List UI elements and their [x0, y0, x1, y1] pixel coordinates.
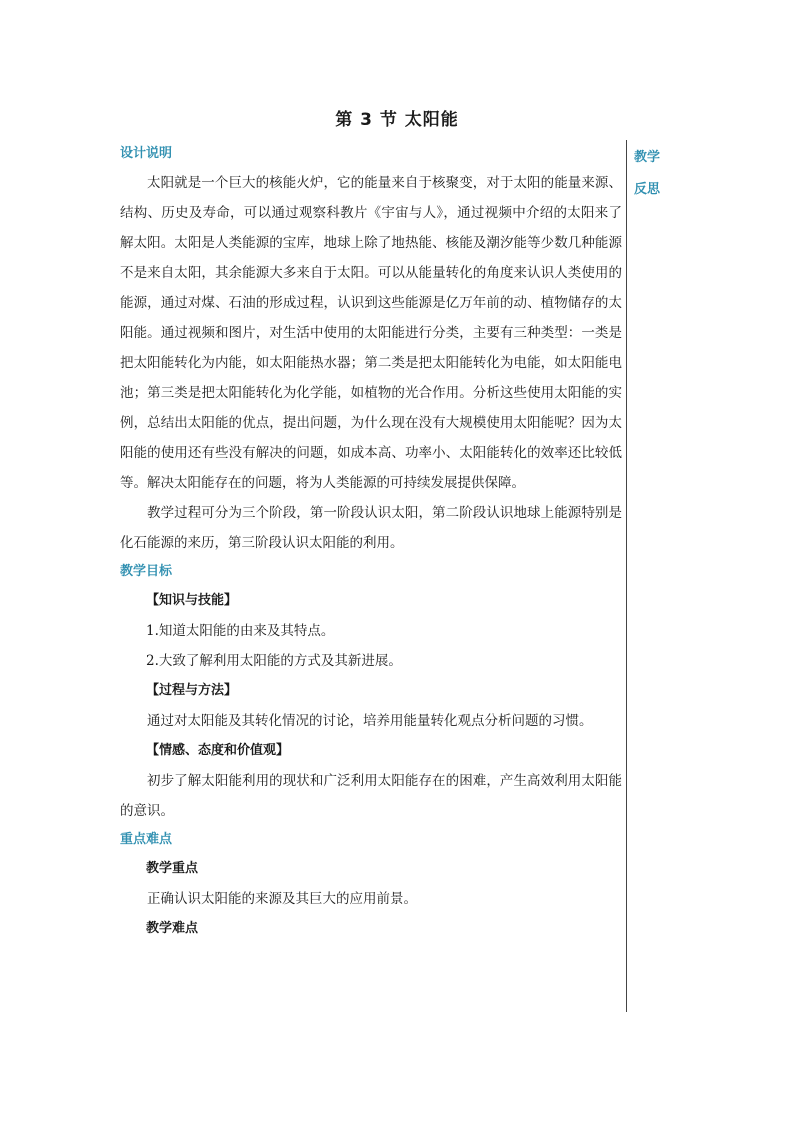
- reflection-label-1: 教学: [634, 150, 661, 165]
- emotion-title: 【情感、态度和价值观】: [146, 743, 290, 758]
- reflection-column: [634, 142, 660, 206]
- reflection-label-2: 反思: [634, 182, 661, 197]
- main-content: [120, 140, 622, 944]
- difficulty-title: 教学难点: [146, 921, 199, 936]
- design-heading: 设计说明: [120, 146, 173, 161]
- emotion-text: 初步了解太阳能利用的现状和广泛利用太阳能存在的困难，产生高效利用太阳能的意识。: [120, 773, 622, 819]
- focus-title: 教学重点: [146, 861, 199, 876]
- design-paragraph-1: 太阳就是一个巨大的核能火炉，它的能量来自于核聚变，对于太阳的能量来源、结构、历史及寿命，可以通过观察科教片《宇宙与人》，通过视频中介绍的太阳来了解太阳。太阳是人类能源的宝库，地球上除了地热能、核能及潮汐能等少数几种能源不是来自太阳，其余能源大多来自于太阳。可以从能量转化的角度来认识人类使用的能源，通过对煤、石油的形成过程，认识到这些能源是亿万年前的动、植物储存的太阳能。通过视频和图片，对生活中使用的太阳能进行分类，主要有三种类型：一类是把太阳能转化为内能，如太阳能热水器；第二类是把太阳能转化为电能，如太阳能电池；第三类是把太阳能转化为化学能，如植物的光合作用。分析这些使用太阳能的实例，总结出太阳能的优点，提出问题，为什么现在没有大规模使用太阳能呢？因为太阳能的使用还有些没有解决的问题，如成本高、功率小、太阳能转化的效率还比较低等。解决太阳能存在的问题，将为人类能源的可持续发展提供保障。: [120, 175, 622, 491]
- goals-heading: 教学目标: [120, 564, 173, 579]
- page-title: 第 3 节 太阳能: [335, 110, 459, 130]
- design-paragraph-2: 教学过程可分为三个阶段，第一阶段认识太阳，第二阶段认识地球上能源特别是化石能源的来历，第三阶段认识太阳能的利用。: [120, 505, 622, 551]
- column-divider: [626, 140, 627, 1012]
- knowledge-title: 【知识与技能】: [146, 593, 238, 608]
- knowledge-item-2: 2.大致了解利用太阳能的方式及其新进展。: [146, 653, 402, 669]
- focus-text: 正确认识太阳能的来源及其巨大的应用前景。: [147, 891, 417, 907]
- process-title: 【过程与方法】: [146, 683, 238, 698]
- process-text: 通过对太阳能及其转化情况的讨论，培养用能量转化观点分析问题的习惯。: [147, 713, 593, 729]
- key-heading: 重点难点: [120, 832, 173, 847]
- knowledge-item-1: 1.知道太阳能的由来及其特点。: [146, 623, 335, 639]
